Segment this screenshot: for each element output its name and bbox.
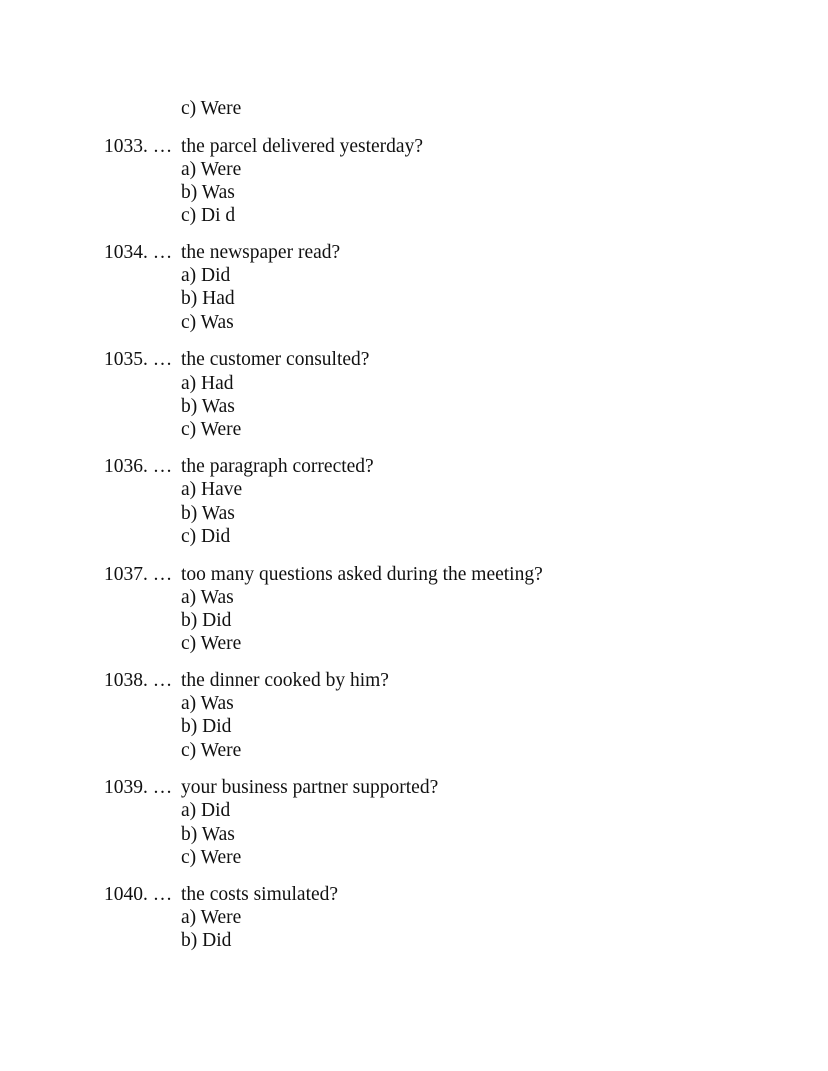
- option-b: b) Did: [181, 716, 232, 737]
- option-b: b) Had: [181, 288, 235, 309]
- option-c: c) Were: [181, 847, 242, 868]
- question-text: the parcel delivered yesterday?: [181, 136, 423, 157]
- option-b: b) Was: [181, 503, 235, 524]
- question-number: 1035. …: [104, 349, 173, 370]
- option-a: a) Did: [181, 800, 231, 821]
- option-a: a) Have: [181, 479, 243, 500]
- option-b: b) Was: [181, 396, 235, 417]
- question-text: your business partner supported?: [181, 777, 439, 798]
- option-c: c) Did: [181, 526, 231, 547]
- question-number: 1033. …: [104, 136, 173, 157]
- question-number: 1034. …: [104, 242, 173, 263]
- option-c: c) Was: [181, 312, 234, 333]
- question-text: the costs simulated?: [181, 884, 339, 905]
- option-b: b) Did: [181, 610, 232, 631]
- question-number: 1038. …: [104, 670, 173, 691]
- option-c: c) Di d: [181, 205, 236, 226]
- question-text: the newspaper read?: [181, 242, 341, 263]
- question-number: 1036. …: [104, 456, 173, 477]
- option-a: a) Was: [181, 587, 234, 608]
- option-b: b) Was: [181, 182, 235, 203]
- question-number: 1039. …: [104, 777, 173, 798]
- question-text: the dinner cooked by him?: [181, 670, 389, 691]
- option-c: c) Were: [181, 740, 242, 761]
- question-number: 1040. …: [104, 884, 173, 905]
- option-a: a) Was: [181, 693, 234, 714]
- option-c: c) Were: [181, 633, 242, 654]
- option-b: b) Did: [181, 930, 232, 951]
- question-text: too many questions asked during the meeting?: [181, 564, 543, 585]
- option-a: a) Had: [181, 373, 234, 394]
- option-a: a) Did: [181, 265, 231, 286]
- question-number: 1037. …: [104, 564, 173, 585]
- option-a: a) Were: [181, 159, 242, 180]
- option-b: b) Was: [181, 824, 235, 845]
- option-carryover: c) Were: [181, 98, 242, 119]
- question-text: the paragraph corrected?: [181, 456, 374, 477]
- option-c: c) Were: [181, 419, 242, 440]
- option-a: a) Were: [181, 907, 242, 928]
- question-text: the customer consulted?: [181, 349, 370, 370]
